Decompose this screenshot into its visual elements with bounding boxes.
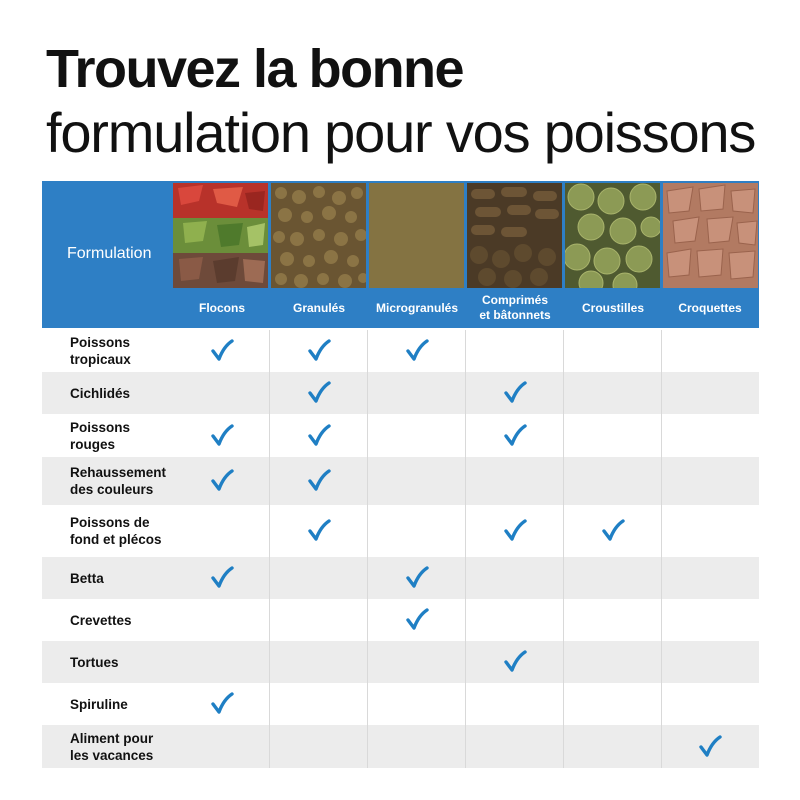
checkmark-icon: [209, 468, 235, 494]
row-label: Crevettes: [70, 612, 132, 628]
column-divider: [661, 330, 662, 768]
checkmark-icon: [306, 468, 332, 494]
checkmark-icon: [306, 518, 332, 544]
checkmark-icon: [404, 607, 430, 633]
row-label: Betta: [70, 570, 104, 586]
granules-photo: [271, 183, 366, 288]
column-label-microgranules: Microgranulés: [375, 300, 459, 315]
checkmark-icon: [404, 565, 430, 591]
checkmark-icon: [697, 734, 723, 760]
table-row: [42, 599, 759, 641]
title-line-1: Trouvez la bonne: [46, 39, 464, 99]
row-label: Poissons de fond et plécos: [70, 515, 162, 547]
row-label: Cichlidés: [70, 385, 131, 401]
table-row: [42, 557, 759, 599]
column-divider: [563, 330, 564, 768]
flakes-photo: [173, 183, 268, 288]
checkmark-icon: [209, 691, 235, 717]
column-label-granules: Granulés: [292, 300, 346, 315]
checkmark-icon: [502, 380, 528, 406]
checkmark-icon: [306, 338, 332, 364]
checkmark-icon: [306, 380, 332, 406]
column-divider: [465, 330, 466, 768]
microgranules-photo: [369, 183, 464, 288]
tablets-and-sticks-photo: [467, 183, 562, 288]
formulation-label: Formulation: [67, 245, 152, 262]
table-row: [42, 372, 759, 414]
title-line-2: formulation pour vos poissons: [46, 101, 756, 164]
column-divider: [367, 330, 368, 768]
row-label: Poissons rouges: [70, 419, 131, 452]
row-label: Aliment pour les vacances: [70, 730, 154, 763]
column-label-croquettes: Croquettes: [678, 300, 742, 315]
table-row: [42, 330, 759, 372]
row-label: Poissons tropicaux: [70, 335, 131, 367]
checkmark-icon: [209, 423, 235, 449]
column-divider: [269, 330, 270, 768]
checkmark-icon: [404, 338, 430, 364]
checkmark-icon: [600, 518, 626, 544]
checkmark-icon: [209, 338, 235, 364]
column-label-comprimes: Comprimés et bâtonnets: [479, 293, 551, 322]
checkmark-icon: [502, 423, 528, 449]
table-row: [42, 683, 759, 725]
row-label: Rehaussement des couleurs: [70, 465, 167, 497]
table-row: [42, 414, 759, 457]
column-label-croustilles: Croustilles: [581, 300, 644, 315]
row-label: Tortues: [70, 654, 119, 670]
wafers-photo: [663, 183, 758, 288]
checkmark-icon: [209, 565, 235, 591]
checkmark-icon: [502, 649, 528, 675]
column-label-flocons: Flocons: [198, 300, 245, 315]
page-title: [46, 38, 755, 166]
row-label: Spiruline: [70, 696, 128, 712]
table-row: [42, 641, 759, 683]
checkmark-icon: [306, 423, 332, 449]
crisps-photo: [565, 183, 660, 288]
checkmark-icon: [502, 518, 528, 544]
